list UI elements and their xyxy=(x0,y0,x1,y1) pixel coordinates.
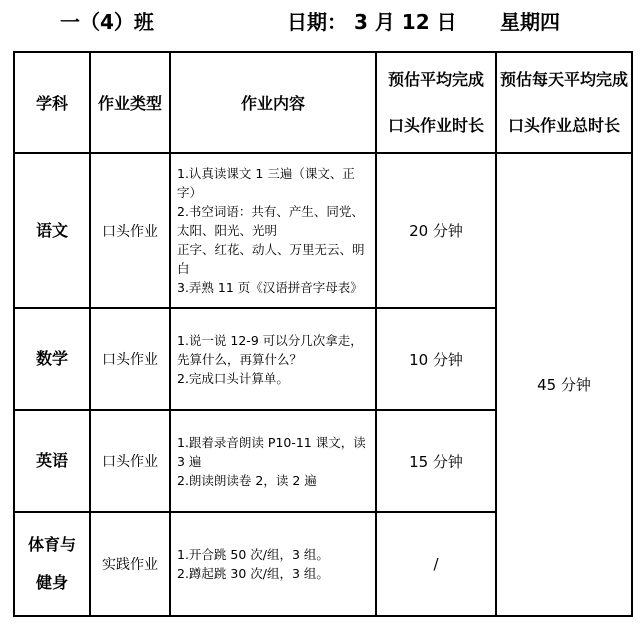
content-cell xyxy=(170,512,376,616)
table-row xyxy=(14,153,632,308)
header-avg-time xyxy=(376,52,496,153)
date-label: 日期： 3 月 12 日 xyxy=(287,10,457,34)
content-line: 2.朗读朗读卷 2，读 2 遍 xyxy=(177,472,317,488)
class-name: 一（4）班 xyxy=(60,10,154,34)
content-line: 1.认真读课文 1 三遍（课文、正字） xyxy=(177,166,355,200)
time-cell: 20 分钟 xyxy=(376,153,496,308)
subject-line: 健身 xyxy=(35,573,68,592)
header-avg-time-line1: 预估平均完成 xyxy=(387,69,484,89)
total-time-cell: 45 分钟 xyxy=(496,153,632,616)
content-line: 正字、红花、动人、万里无云、明白 xyxy=(177,242,365,276)
time-cell: / xyxy=(376,512,496,616)
homework-table xyxy=(13,51,633,617)
subject-line: 体育与 xyxy=(27,535,76,554)
content-line: 1.跟着录音朗读 P10-11 课文，读 3 遍 xyxy=(177,434,366,469)
content-cell xyxy=(170,153,376,308)
content-line: 1.说一说 12-9 可以分几次拿走，先算什么，再算什么？ xyxy=(177,332,363,367)
time-cell: 15 分钟 xyxy=(376,410,496,512)
table-header-row xyxy=(14,52,632,153)
header-avg-time-line2: 口头作业时长 xyxy=(387,115,484,135)
type-cell: 口头作业 xyxy=(90,308,170,410)
content-cell xyxy=(170,308,376,410)
subject-cell xyxy=(14,512,90,616)
content-line: 2.书空词语：共有、产生、同党、太阳、阳光、光明 xyxy=(177,204,364,238)
header-total-time xyxy=(496,52,632,153)
subject-cell: 语文 xyxy=(14,153,90,308)
header-subject: 学科 xyxy=(14,52,90,153)
subject-cell: 数学 xyxy=(14,308,90,410)
content-line: 1.开合跳 50 次/组，3 组。 xyxy=(177,547,329,562)
type-cell: 口头作业 xyxy=(90,410,170,512)
weekday-label: 星期四 xyxy=(500,10,560,34)
content-line: 3.弄熟 11 页《汉语拼音字母表》 xyxy=(177,280,363,295)
header-total-time-line1: 预估每天平均完成 xyxy=(499,69,628,89)
subject-cell: 英语 xyxy=(14,410,90,512)
content-line: 2.蹲起跳 30 次/组，3 组。 xyxy=(177,566,329,581)
content-cell xyxy=(170,410,376,512)
time-cell: 10 分钟 xyxy=(376,308,496,410)
content-line: 2.完成口头计算单。 xyxy=(177,370,289,386)
header-content: 作业内容 xyxy=(170,52,376,153)
header-type: 作业类型 xyxy=(90,52,170,153)
type-cell: 口头作业 xyxy=(90,153,170,308)
header-total-time-line2: 口头作业总时长 xyxy=(507,115,620,135)
page-header xyxy=(0,0,643,40)
type-cell: 实践作业 xyxy=(90,512,170,616)
